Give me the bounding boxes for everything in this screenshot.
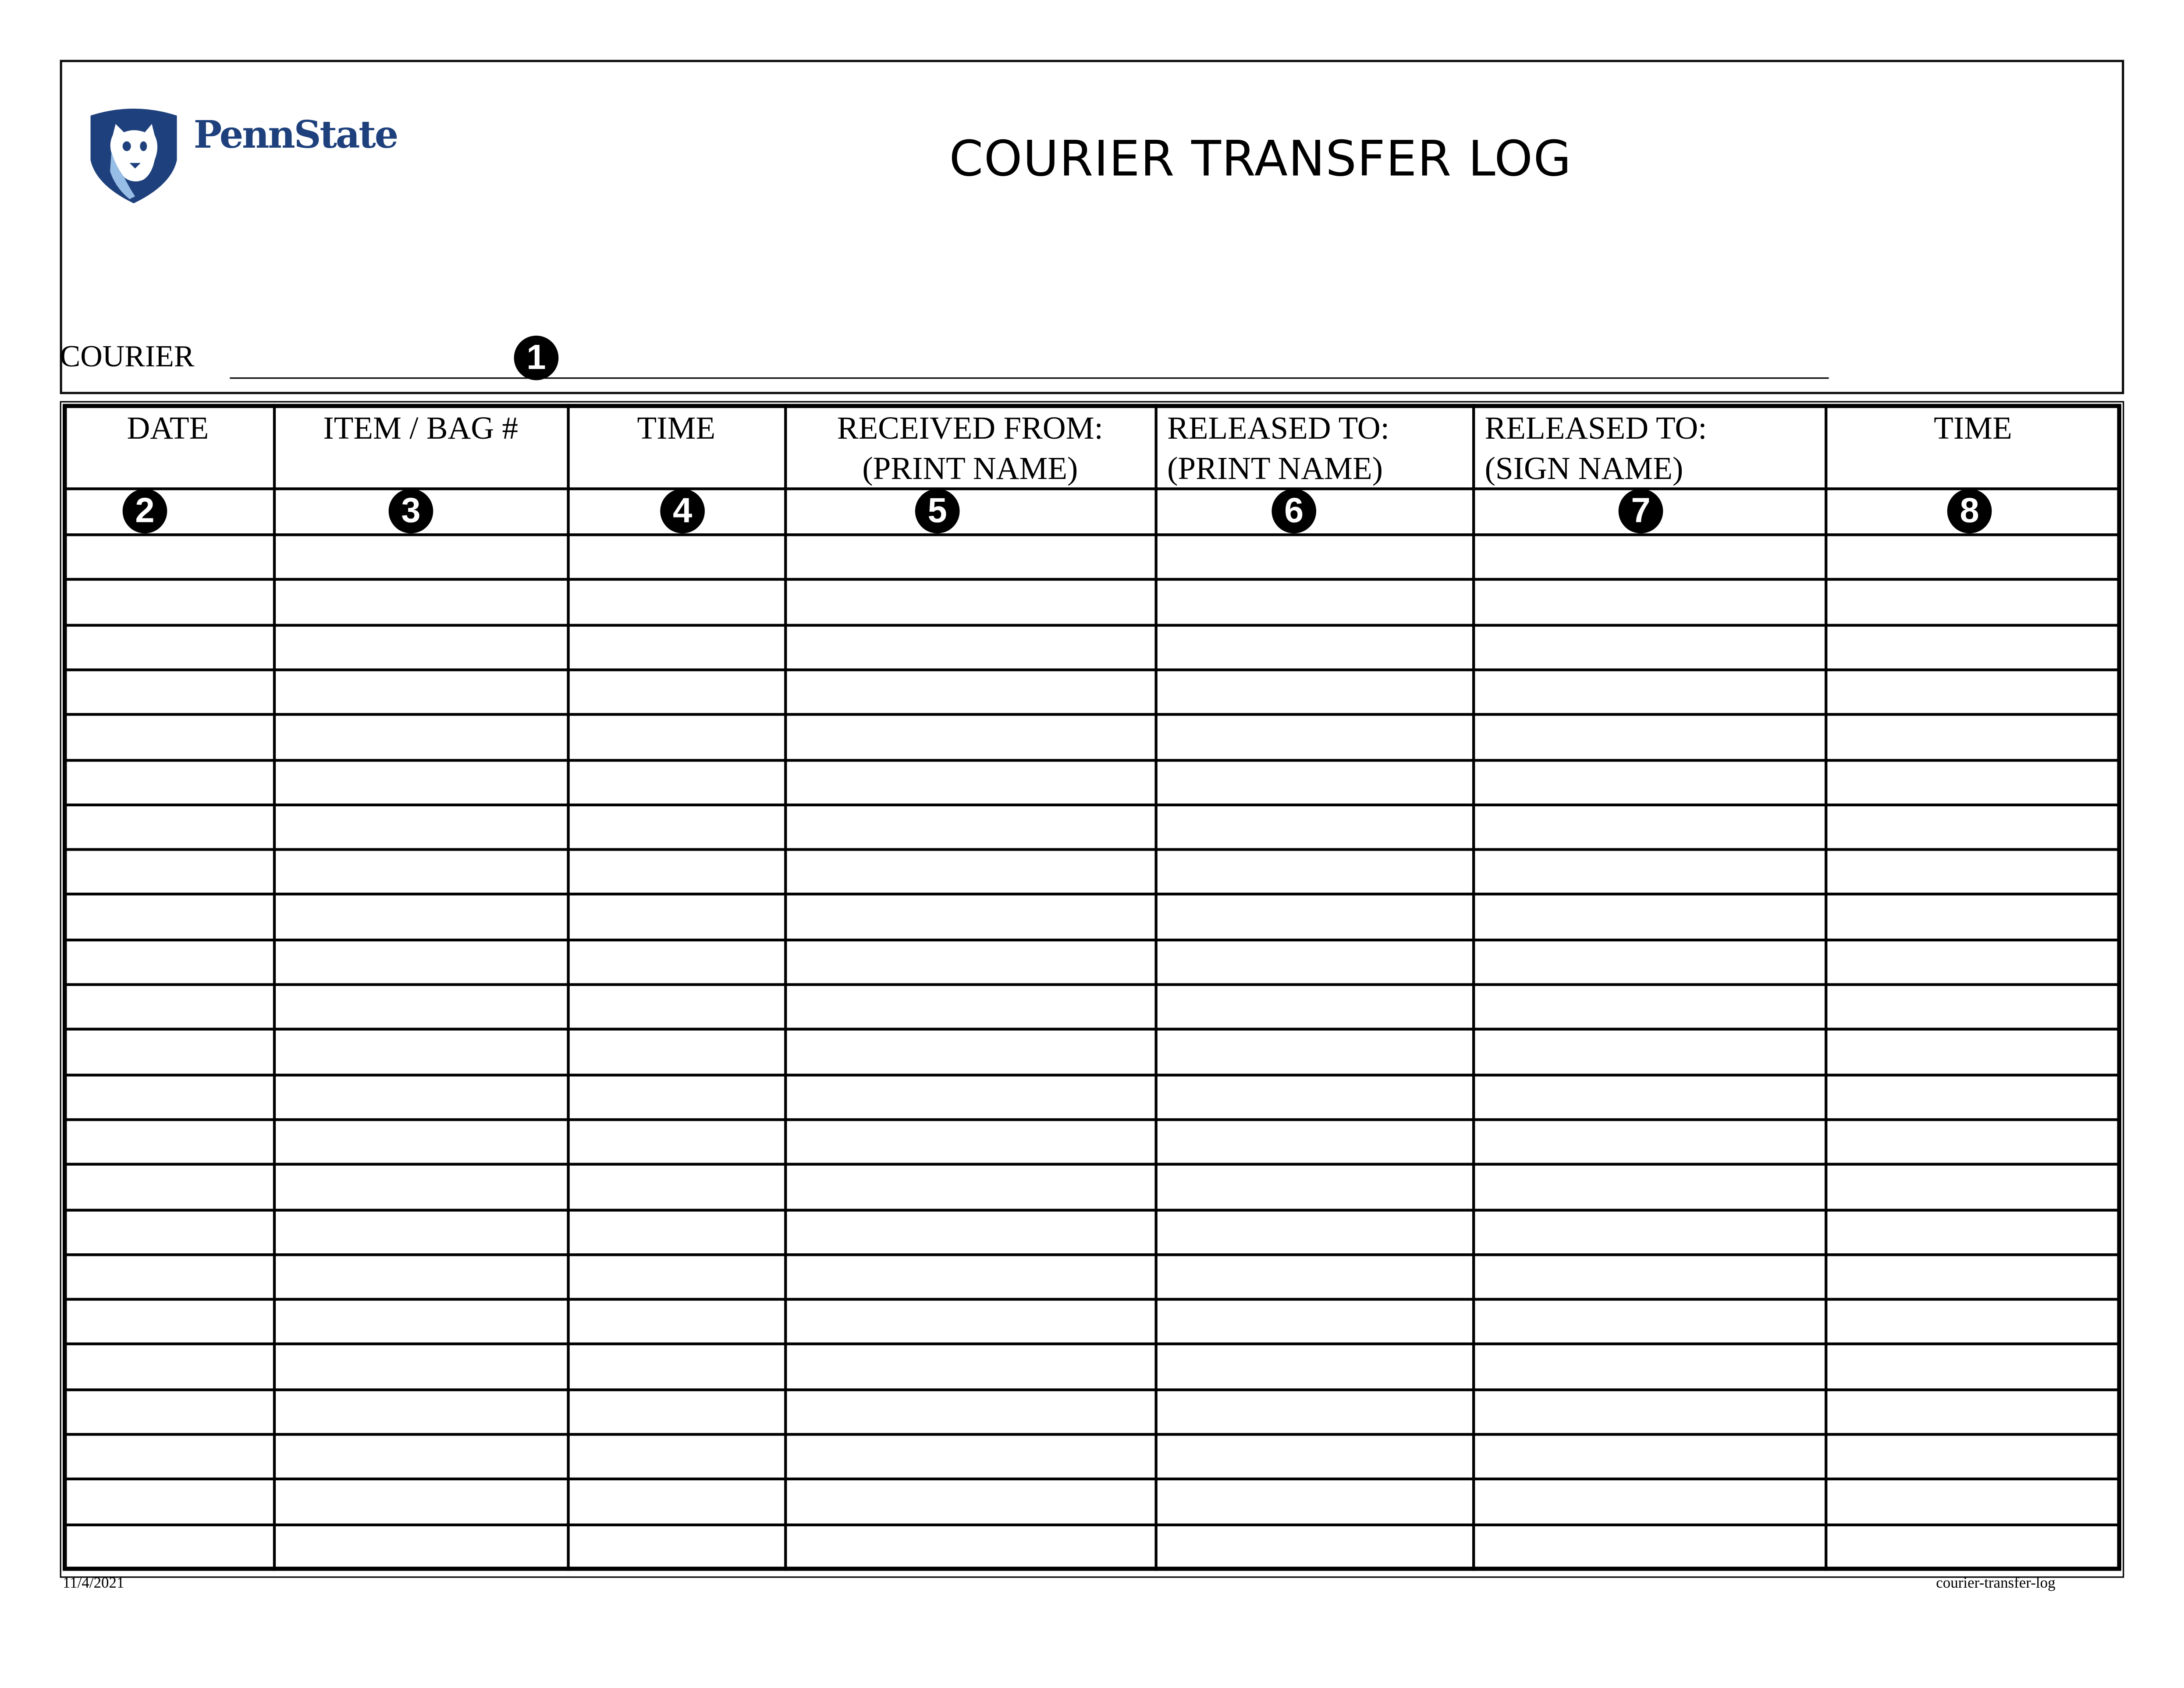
cell-released-to-print[interactable] <box>1159 1391 1472 1432</box>
cell-time[interactable] <box>571 1256 784 1297</box>
header-line-1: RECEIVED FROM: <box>837 411 1103 446</box>
cell-released-to-print[interactable] <box>1159 1211 1472 1252</box>
cell-released-to-sign[interactable] <box>1477 1031 1825 1072</box>
cell-released-to-print[interactable] <box>1159 941 1472 982</box>
cell-time[interactable] <box>571 806 784 847</box>
cell-date[interactable] <box>65 1166 273 1207</box>
column-header-time-released <box>1826 408 2120 448</box>
cell-time[interactable] <box>571 896 784 937</box>
cell-date[interactable] <box>65 1391 273 1432</box>
cell-time[interactable] <box>571 941 784 982</box>
cell-time-released[interactable] <box>1829 986 2119 1027</box>
cell-time[interactable] <box>571 986 784 1027</box>
cell-received-from[interactable] <box>788 1256 1155 1297</box>
header-line-1: RELEASED TO: <box>1484 411 1707 446</box>
cell-released-to-sign[interactable] <box>1477 581 1825 622</box>
cell-date[interactable] <box>65 761 273 802</box>
cell-date[interactable] <box>65 536 273 577</box>
cell-time-released[interactable] <box>1829 941 2119 982</box>
header-line-1: TIME <box>637 411 716 446</box>
cell-date[interactable] <box>65 716 273 757</box>
cell-time-released[interactable] <box>1829 806 2119 847</box>
cell-item-bag[interactable] <box>277 1436 567 1477</box>
cell-date[interactable] <box>65 626 273 667</box>
cell-received-from[interactable] <box>788 986 1155 1027</box>
cell-released-to-print[interactable] <box>1159 1256 1472 1297</box>
cell-released-to-sign[interactable] <box>1477 1436 1825 1477</box>
cell-received-from[interactable] <box>788 941 1155 982</box>
header-divider <box>63 487 2121 490</box>
cell-released-to-print[interactable] <box>1159 1481 1472 1521</box>
cell-released-to-sign[interactable] <box>1477 1481 1825 1521</box>
cell-time[interactable] <box>571 1436 784 1477</box>
cell-date[interactable] <box>65 1526 273 1567</box>
cell-received-from[interactable] <box>788 1121 1155 1162</box>
cell-time-released[interactable] <box>1829 1121 2119 1162</box>
callout-badge-7: 7 <box>1619 489 1663 533</box>
cell-time-released[interactable] <box>1829 1391 2119 1432</box>
cell-received-from[interactable] <box>788 1301 1155 1342</box>
cell-received-from[interactable] <box>788 1076 1155 1117</box>
cell-released-to-sign[interactable] <box>1477 1346 1825 1387</box>
cell-received-from[interactable] <box>788 626 1155 667</box>
header-line-2: (SIGN NAME) <box>1484 451 1683 486</box>
cell-item-bag[interactable] <box>277 896 567 937</box>
cell-item-bag[interactable] <box>277 1121 567 1162</box>
cell-received-from[interactable] <box>788 806 1155 847</box>
cell-received-from[interactable] <box>788 536 1155 577</box>
cell-released-to-sign[interactable] <box>1477 1076 1825 1117</box>
cell-released-to-sign[interactable] <box>1477 1211 1825 1252</box>
cell-time[interactable] <box>571 1031 784 1072</box>
cell-released-to-print[interactable] <box>1159 896 1472 937</box>
cell-item-bag[interactable] <box>277 1391 567 1432</box>
cell-released-to-sign[interactable] <box>1477 671 1825 712</box>
cell-time-released[interactable] <box>1829 1346 2119 1387</box>
cell-time[interactable] <box>571 1481 784 1521</box>
cell-released-to-print[interactable] <box>1159 806 1472 847</box>
cell-item-bag[interactable] <box>277 1256 567 1297</box>
cell-time-released[interactable] <box>1829 1166 2119 1207</box>
cell-released-to-sign[interactable] <box>1477 806 1825 847</box>
cell-released-to-print[interactable] <box>1159 851 1472 892</box>
cell-released-to-sign[interactable] <box>1477 536 1825 577</box>
cell-released-to-print[interactable] <box>1159 716 1472 757</box>
footer-date: 11/4/2021 <box>63 1575 124 1592</box>
cell-time[interactable] <box>571 1346 784 1387</box>
cell-date[interactable] <box>65 1481 273 1521</box>
cell-date[interactable] <box>65 986 273 1027</box>
cell-date[interactable] <box>65 941 273 982</box>
cell-released-to-sign[interactable] <box>1477 626 1825 667</box>
callout-badge-4: 4 <box>660 489 705 533</box>
cell-released-to-print[interactable] <box>1159 1301 1472 1342</box>
cell-time[interactable] <box>571 1076 784 1117</box>
callout-badge-5: 5 <box>915 489 960 533</box>
cell-received-from[interactable] <box>788 1436 1155 1477</box>
cell-received-from[interactable] <box>788 1391 1155 1432</box>
cell-released-to-sign[interactable] <box>1477 896 1825 937</box>
cell-time-released[interactable] <box>1829 896 2119 937</box>
courier-label: COURIER <box>60 338 195 373</box>
header-line-2: (PRINT NAME) <box>862 451 1078 486</box>
cell-date[interactable] <box>65 1301 273 1342</box>
cell-date[interactable] <box>65 896 273 937</box>
cell-released-to-print[interactable] <box>1159 1526 1472 1567</box>
cell-date[interactable] <box>65 1076 273 1117</box>
cell-released-to-print[interactable] <box>1159 1121 1472 1162</box>
cell-released-to-sign[interactable] <box>1477 1391 1825 1432</box>
cell-received-from[interactable] <box>788 1481 1155 1521</box>
cell-time-released[interactable] <box>1829 1256 2119 1297</box>
cell-received-from[interactable] <box>788 896 1155 937</box>
cell-released-to-print[interactable] <box>1159 626 1472 667</box>
cell-time[interactable] <box>571 761 784 802</box>
cell-time-released[interactable] <box>1829 851 2119 892</box>
cell-date[interactable] <box>65 1121 273 1162</box>
cell-time-released[interactable] <box>1829 761 2119 802</box>
cell-date[interactable] <box>65 671 273 712</box>
cell-item-bag[interactable] <box>277 851 567 892</box>
cell-released-to-print[interactable] <box>1159 536 1472 577</box>
cell-item-bag[interactable] <box>277 941 567 982</box>
cell-item-bag[interactable] <box>277 1166 567 1207</box>
cell-released-to-sign[interactable] <box>1477 986 1825 1027</box>
callout-badge-8: 8 <box>1947 489 1992 533</box>
cell-item-bag[interactable] <box>277 716 567 757</box>
cell-date[interactable] <box>65 581 273 622</box>
cell-received-from[interactable] <box>788 671 1155 712</box>
cell-item-bag[interactable] <box>277 1301 567 1342</box>
cell-time-released[interactable] <box>1829 671 2119 712</box>
cell-time-released[interactable] <box>1829 1031 2119 1072</box>
cell-date[interactable] <box>65 1436 273 1477</box>
cell-item-bag[interactable] <box>277 1031 567 1072</box>
cell-item-bag[interactable] <box>277 1481 567 1521</box>
header-line-1: RELEASED TO: <box>1167 411 1390 446</box>
cell-time[interactable] <box>571 1121 784 1162</box>
header-line-1: ITEM / BAG # <box>323 411 518 446</box>
cell-time-released[interactable] <box>1829 1436 2119 1477</box>
cell-released-to-print[interactable] <box>1159 671 1472 712</box>
courier-name-field[interactable] <box>230 377 1829 379</box>
column-header-received-from <box>785 408 1154 489</box>
cell-item-bag[interactable] <box>277 626 567 667</box>
cell-released-to-print[interactable] <box>1159 761 1472 802</box>
callout-badge-3: 3 <box>389 489 433 533</box>
cell-received-from[interactable] <box>788 761 1155 802</box>
cell-item-bag[interactable] <box>277 671 567 712</box>
column-header-date <box>63 408 273 448</box>
callout-badge-1: 1 <box>514 336 559 380</box>
cell-date[interactable] <box>65 1211 273 1252</box>
cell-item-bag[interactable] <box>277 806 567 847</box>
cell-time-released[interactable] <box>1829 1076 2119 1117</box>
cell-item-bag[interactable] <box>277 986 567 1027</box>
cell-item-bag[interactable] <box>277 761 567 802</box>
cell-time[interactable] <box>571 581 784 622</box>
cell-time-released[interactable] <box>1829 581 2119 622</box>
cell-date[interactable] <box>65 851 273 892</box>
callout-badge-2: 2 <box>123 489 167 533</box>
cell-date[interactable] <box>65 1346 273 1387</box>
callout-badge-6: 6 <box>1271 489 1316 533</box>
cell-released-to-sign[interactable] <box>1477 1526 1825 1567</box>
cell-released-to-sign[interactable] <box>1477 941 1825 982</box>
cell-time-released[interactable] <box>1829 536 2119 577</box>
cell-item-bag[interactable] <box>277 1076 567 1117</box>
cell-time[interactable] <box>571 1301 784 1342</box>
cell-received-from[interactable] <box>788 1526 1155 1567</box>
cell-released-to-sign[interactable] <box>1477 1166 1825 1207</box>
cell-released-to-print[interactable] <box>1159 581 1472 622</box>
cell-received-from[interactable] <box>788 1346 1155 1387</box>
cell-time-released[interactable] <box>1829 1481 2119 1521</box>
cell-time-released[interactable] <box>1829 1526 2119 1567</box>
header-line-1: TIME <box>1934 411 2012 446</box>
footer-document-name: courier-transfer-log <box>1936 1575 2056 1592</box>
cell-item-bag[interactable] <box>277 1211 567 1252</box>
header-line-2: (PRINT NAME) <box>1167 451 1383 486</box>
cell-released-to-sign[interactable] <box>1477 1301 1825 1342</box>
cell-time[interactable] <box>571 1526 784 1567</box>
cell-item-bag[interactable] <box>277 1526 567 1567</box>
cell-item-bag[interactable] <box>277 536 567 577</box>
cell-time[interactable] <box>571 536 784 577</box>
cell-released-to-print[interactable] <box>1159 1346 1472 1387</box>
cell-time-released[interactable] <box>1829 716 2119 757</box>
logo-wordmark: PennState <box>193 114 398 158</box>
cell-time[interactable] <box>571 1166 784 1207</box>
cell-released-to-print[interactable] <box>1159 1166 1472 1207</box>
cell-time[interactable] <box>571 1391 784 1432</box>
cell-received-from[interactable] <box>788 1211 1155 1252</box>
cell-released-to-sign[interactable] <box>1477 1256 1825 1297</box>
cell-item-bag[interactable] <box>277 1346 567 1387</box>
cell-received-from[interactable] <box>788 581 1155 622</box>
cell-released-to-print[interactable] <box>1159 986 1472 1027</box>
header-line-1: DATE <box>127 411 209 446</box>
cell-time-released[interactable] <box>1829 626 2119 667</box>
cell-received-from[interactable] <box>788 851 1155 892</box>
cell-date[interactable] <box>65 1256 273 1297</box>
cell-time[interactable] <box>571 1211 784 1252</box>
cell-time-released[interactable] <box>1829 1211 2119 1252</box>
cell-released-to-sign[interactable] <box>1477 851 1825 892</box>
cell-date[interactable] <box>65 1031 273 1072</box>
column-header-time <box>568 408 785 448</box>
cell-received-from[interactable] <box>788 1031 1155 1072</box>
cell-received-from[interactable] <box>788 1166 1155 1207</box>
cell-time[interactable] <box>571 851 784 892</box>
column-header-released-to-sign <box>1474 408 1825 489</box>
cell-item-bag[interactable] <box>277 581 567 622</box>
cell-released-to-sign[interactable] <box>1477 1121 1825 1162</box>
column-header-item-bag <box>274 408 567 448</box>
cell-released-to-sign[interactable] <box>1477 716 1825 757</box>
cell-released-to-sign[interactable] <box>1477 761 1825 802</box>
cell-released-to-print[interactable] <box>1159 1031 1472 1072</box>
cell-time-released[interactable] <box>1829 1301 2119 1342</box>
cell-received-from[interactable] <box>788 716 1155 757</box>
cell-time[interactable] <box>571 716 784 757</box>
cell-time[interactable] <box>571 626 784 667</box>
cell-released-to-print[interactable] <box>1159 1076 1472 1117</box>
page-title: COURIER TRANSFER LOG <box>949 132 1572 188</box>
column-header-released-to-print <box>1156 408 1472 489</box>
cell-released-to-print[interactable] <box>1159 1436 1472 1477</box>
cell-time[interactable] <box>571 671 784 712</box>
cell-date[interactable] <box>65 806 273 847</box>
